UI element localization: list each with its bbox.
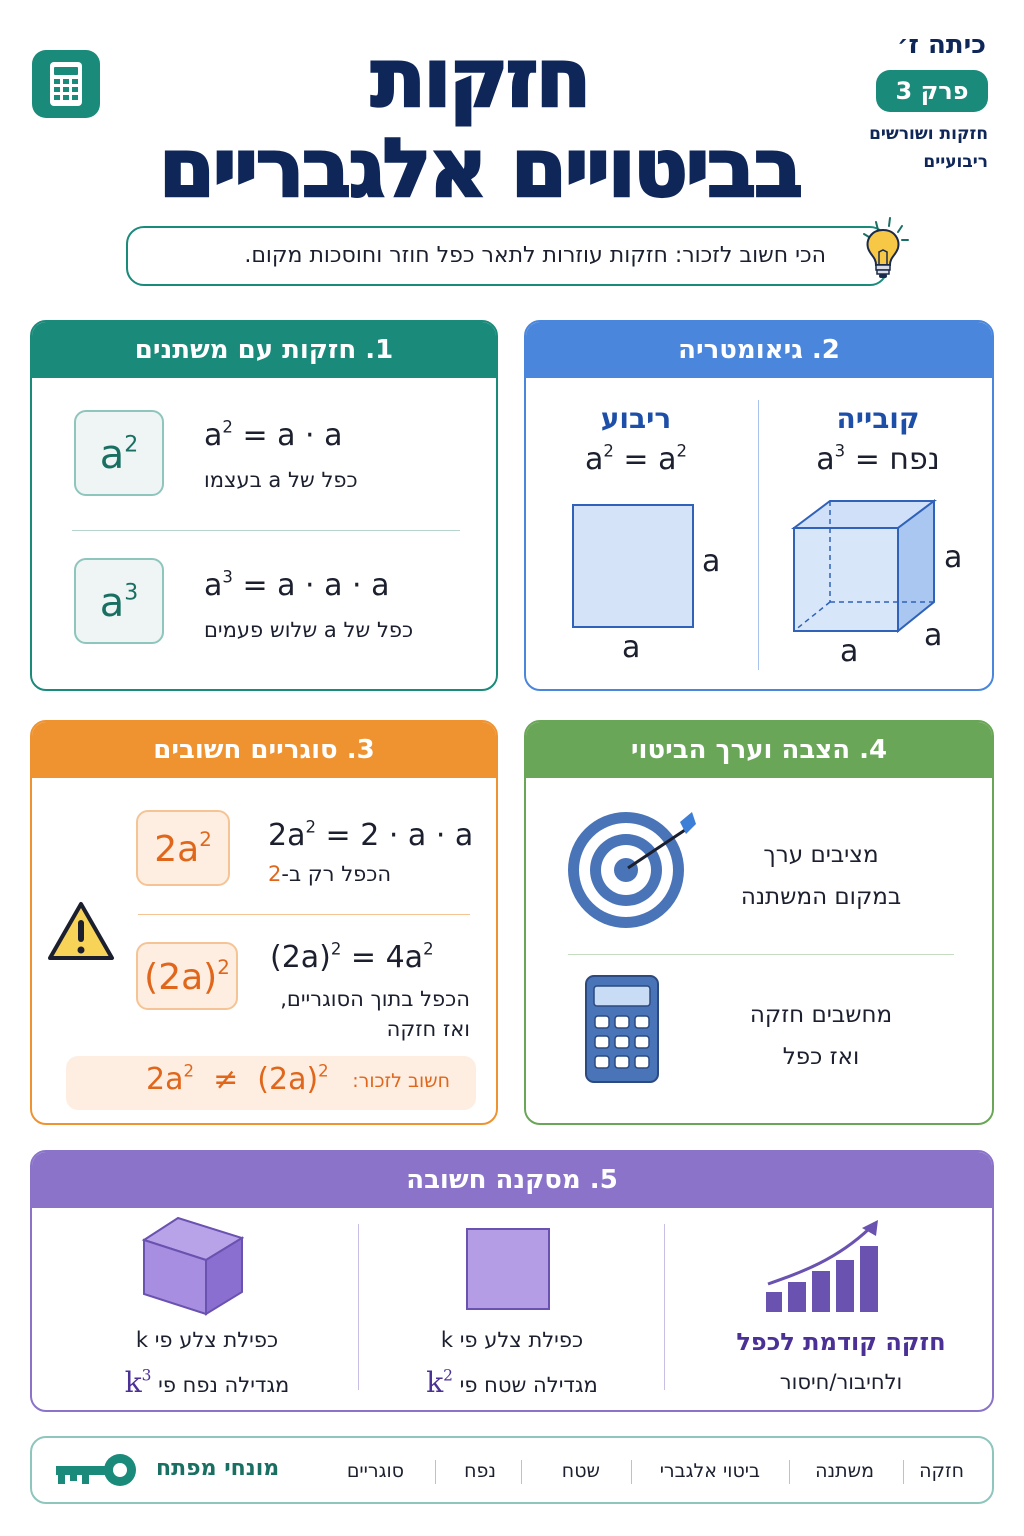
area-line1: כפילת צלע פי k [440,1328,584,1352]
chapter-subtitle: חזקות ושורשים ריבועיים [869,124,988,172]
volume-line2: מגדילה נפח פי $k^3$ [124,1366,290,1399]
square-icon [466,1228,550,1310]
cube-formula: נפח = $a^3$ [816,441,940,477]
key-tip-text: הכי חשוב לזכור: חזקות עוזרות לתאר כפל חוזר וחוסכות מקום. [244,243,826,268]
equation-2a2: $2a^2 = 2 \cdot a \cdot a$ [268,817,474,853]
divider [568,954,954,955]
key-icon [52,1452,140,1492]
card2-title: 2. גיאומטריה [526,322,992,378]
grade-label: כיתה ז׳ [896,30,986,60]
term-power: חזקה [919,1460,964,1482]
cube-side-depth: a [924,618,943,653]
desc-a2: כפל של a בעצמו [204,468,358,492]
cube-shape [788,498,938,638]
warning-icon [46,900,116,966]
divider [358,1224,359,1390]
chapter-badge: פרק 3 [876,70,988,112]
compute-text: מחשבים חזקה ואז כפל [749,1002,893,1070]
cube-title: קובייה [836,402,920,435]
reminder-label: חשוב לזכור: [352,1070,450,1092]
key-terms-title: מונחי מפתח [156,1456,280,1481]
divider [758,400,759,670]
square-title: ריבוע [600,402,672,435]
term-area: שטח [561,1460,600,1482]
order-subtitle: ולחיבור/חיסור [779,1370,903,1394]
card5-title: 5. מסקנה חשובה [32,1152,992,1208]
area-line2: מגדילה שטח פי $k^2$ [426,1366,598,1399]
growth-chart-icon [762,1216,886,1314]
reminder-box [66,1056,476,1110]
square-formula: $a^2 = a^2$ [585,441,687,477]
term-volume: נפח [464,1460,496,1482]
divider [664,1224,665,1390]
card-geometry [524,320,994,691]
desc-2a-squared: הכפל בתוך הסוגריים, ואז חזקה [280,987,470,1041]
equation-a3: $a^3 = a \cdot a \cdot a$ [204,567,390,603]
separator [435,1460,436,1484]
card-powers-with-variables [30,320,498,691]
card3-title: 3. סוגריים חשובים [32,722,496,778]
square-side-right: a [702,544,721,579]
term-algebraic-expression: ביטוי אלגברי [659,1460,760,1482]
calculator-icon [584,974,660,1084]
expression-box-2a2: $2a^2$ [136,810,230,886]
separator [631,1460,632,1484]
power-box-a2: $a^2$ [74,410,164,496]
expression-box-2a-squared: $(2a)^2$ [136,942,238,1010]
separator [789,1460,790,1484]
card-substitution [524,720,994,1125]
divider [138,914,470,915]
substitute-text: מציבים ערך במקום המשתנה [740,842,902,910]
cube-side-right: a [944,540,963,575]
key-tip-box [126,226,888,286]
separator [903,1460,904,1484]
volume-line1: כפילת צלע פי k [135,1328,279,1352]
term-variable: משתנה [815,1460,874,1482]
card1-title: 1. חזקות עם משתנים [32,322,496,378]
page-title-line1: חזקות [370,32,589,125]
calculator-icon [32,50,100,118]
card-parentheses [30,720,498,1125]
cube-side-bottom: a [840,634,859,669]
order-title: חזקה קודמת לכפל [736,1328,946,1356]
calculator-app-icon [32,50,100,118]
lightbulb-icon [852,210,914,282]
square-shape [572,504,694,628]
cube-icon [140,1214,244,1318]
desc-2a2: הכפל רק ב-2 [268,862,392,886]
key-terms-bar [30,1436,994,1504]
power-box-a3: $a^3$ [74,558,164,644]
target-icon [566,804,706,934]
reminder-inequality: $2a^2 \ne (2a)^2$ [146,1061,329,1097]
card-conclusion [30,1150,994,1412]
square-side-bottom: a [622,630,641,665]
page-title-line2: בביטויים אלגבריים [159,122,801,215]
equation-2a-squared: $(2a)^2 = 4a^2$ [270,939,434,975]
desc-a3: כפל של a שלוש פעמים [204,618,414,642]
separator [521,1460,522,1484]
divider [72,530,460,531]
card4-title: 4. הצבה וערך הביטוי [526,722,992,778]
term-parentheses: סוגריים [346,1460,404,1482]
equation-a2: $a^2 = a \cdot a$ [204,417,343,453]
